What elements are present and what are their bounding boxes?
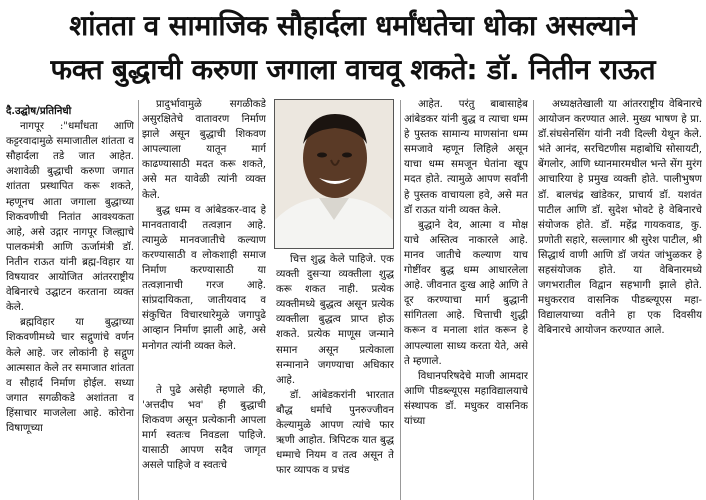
article-paragraph: चित्त शुद्ध केले पाहिजे. एक व्यक्ती दुसऱ्या व्यक्तीला शुद्ध करू शकत नाही. प्रत्येक व्यक्तीमध्ये बुद्धत्व असून प्रत्येक व्यक्तीला बुद्धत्व प्राप्त होऊ शकते. प्रत्येक माणूस जन्माने समान असून प्रत्येकाला सन्मानाने जगण्याचा अधिकार आहे. <box>276 254 394 386</box>
column-divider <box>533 100 534 500</box>
article-paragraph: ते पुढे असेही म्हणाले की, 'अत्तदीप भव' ही बुद्धाची शिकवण असून प्रत्येकानी आपला मार्ग स्वतःच निवडला पाहिजे. यासाठी आपण सदैव जागृत असले पाहिजे व स्वतःचे <box>142 385 266 472</box>
article-column-5 <box>538 97 702 500</box>
article-column-2 <box>142 97 266 377</box>
article-paragraph: ब्रह्मविहार या बुद्धाच्या शिकवणीमध्ये चार सद्गुणांचे वर्णन केले आहे. जर लोकांनी हे सद्गुण आत्मसात केले तर समाजात शांतता व सौहार्द निर्माण होईल. सध्या जगात सगळीकडे अशांतता व हिंसाचार माजलेला आहे. कोरोना विषाणूच्या <box>6 317 134 434</box>
column-divider <box>138 100 139 500</box>
article-paragraph: डॉ. आंबेडकरांनी भारतात बौद्ध धर्माचे पुनरुज्जीवन केल्यामुळे आपण त्यांचे फार ऋणी आहोत. त्रिपिटक यात बुद्ध धम्माचे नियम व तत्व असून ते फार व्यापक व प्रचंड <box>276 389 394 477</box>
article-paragraph: बुद्ध धम्म व आंबेडकर-वाद हे मानवतावादी तत्वज्ञान आहे. त्यामुळे मानवजातीचे कल्याण करण्यासाठी व लोकशाही समाज निर्माण करण्यासाठी या तत्वज्ञानाची गरज आहे. सांप्रदायिकता, जातीयवाद व संकुचित विचारधारेमुळे जगापुढे आव्हान निर्माण झाली आहे, असे मनोगत त्यांनी व्यक्त केले. <box>142 204 266 352</box>
article-column-3 <box>276 252 394 500</box>
article-paragraph: प्रादुर्भावामुळे सगळीकडे असुरक्षितेचे वातावरण निर्माण झाले असून बुद्धाची शिकवण आपल्याला यातून मार्ग काढण्यासाठी मदत करू शकते, असे मत यावेळी त्यांनी व्यक्त केले. <box>142 99 266 201</box>
article-paragraph: बुद्धाने देव, आत्मा व मोक्ष याचे अस्तित्व नाकारले आहे. मानव जातीचे कल्याण याच गोष्टींवर बुद्ध धम्म आधारलेला आहे. जीवनात दुःख आहे आणि ते दूर करण्याचा मार्ग बुद्धानी सांगितला आहे. चित्ताची शुद्धी करून व मनाला शांत करून हे आपल्याला साध्य करता येते, असे ते म्हणाले. <box>404 219 528 367</box>
column-divider <box>400 100 401 500</box>
headline-line-1: शांतता व सामाजिक सौहार्दला धर्मांधतेचा धोका असल्याने <box>69 9 637 42</box>
portrait-illustration <box>275 100 393 248</box>
portrait-photo <box>274 99 394 249</box>
article-column-4 <box>404 97 528 500</box>
article-paragraph: नागपूर :"धर्मांधता आणि कट्टरवादामुळे समाजातील शांतता व सौहार्दला तडे जात आहेत. अशावेळी बुद्धाची करुणा जगात शांतता प्रस्थापित करू शकते, म्हणूनच आता जगाला बुद्धाच्या शिकवणीची नितांत आवश्यकता आहे, असे उद्गार नागपूर जिल्ह्याचे पालकमंत्री आणि ऊर्जामंत्री डॉ. नितीन राऊत यांनी ब्रह्म-विहार या विषयावर आयोजित आंतरराष्ट्रीय वेबिनारचे उद्घाटन करताना व्यक्त केले. <box>6 121 134 314</box>
headline-line-2: फक्त बुद्धाची करुणा जगाला वाचवू शकते: डॉ. नितीन राऊत <box>50 53 656 86</box>
article-paragraph: विधानपरिषदेचे माजी आमदार आणि पीडब्ल्यूएस महाविद्यालयाचे संस्थापक डॉ. मधुकर वासनिक यांच्या <box>404 370 528 427</box>
article-paragraph: आहेत. परंतु बाबासाहेब आंबेडकर यांनी बुद्ध व त्याचा धम्म हे पुस्तक सामान्य माणसांना धम्म समजावे म्हणून लिहिले असून याचा धम्म समजून घेतांना खूप मदत होते. त्यामुळे आपण सर्वांनी हे पुस्तक वाचायला हवे, असे मत डॉ राऊत यांनी व्यक्त केले. <box>404 99 528 216</box>
article-column-2-lower <box>142 383 266 500</box>
article-column-1 <box>6 104 134 500</box>
dateline: दै.उद्घोष/प्रतिनिधी <box>6 105 72 117</box>
article-paragraph: अध्यक्षतेखाली या आंतरराष्ट्रीय वेबिनारचे आयोजन करण्यात आले. मुख्य भाषण हे प्रा. डॉ.संघसेनसिंग यांनी नवी दिल्ली येथून केले. भंते आनंद, सरचिटणीस महाबोधि सोसायटी, बेंगलोर, आणि ध्यानमारमधील भन्ते सेंग मुरंग आचारिया हे प्रमुख व्यक्ती होते. पालीभुषण डॉ. बालचंद्र खांडेकर, प्राचार्य डॉ. यशवंत पाटील आणि डॉ. सुदेश भोवटे हे वेबिनारचे संयोजक होते. डॉ. महेंद्र गायकवाड, कु. प्रणोती सहारे, सल्लागार श्री सुरेश पाटील, श्री सिद्धार्थ वाणी आणि डॉ जयंत जांभुळकर हे सहसंयोजक होते. या वेबिनारमध्ये जगभरातील विद्वान सहभागी झाले होते. मधुकरराव वासनिक पीडब्ल्यूएस महा-विद्यालयाच्या वतीने हा एक दिवसीय वेबिनारचे आयोजन करण्यात आले. <box>538 99 702 337</box>
